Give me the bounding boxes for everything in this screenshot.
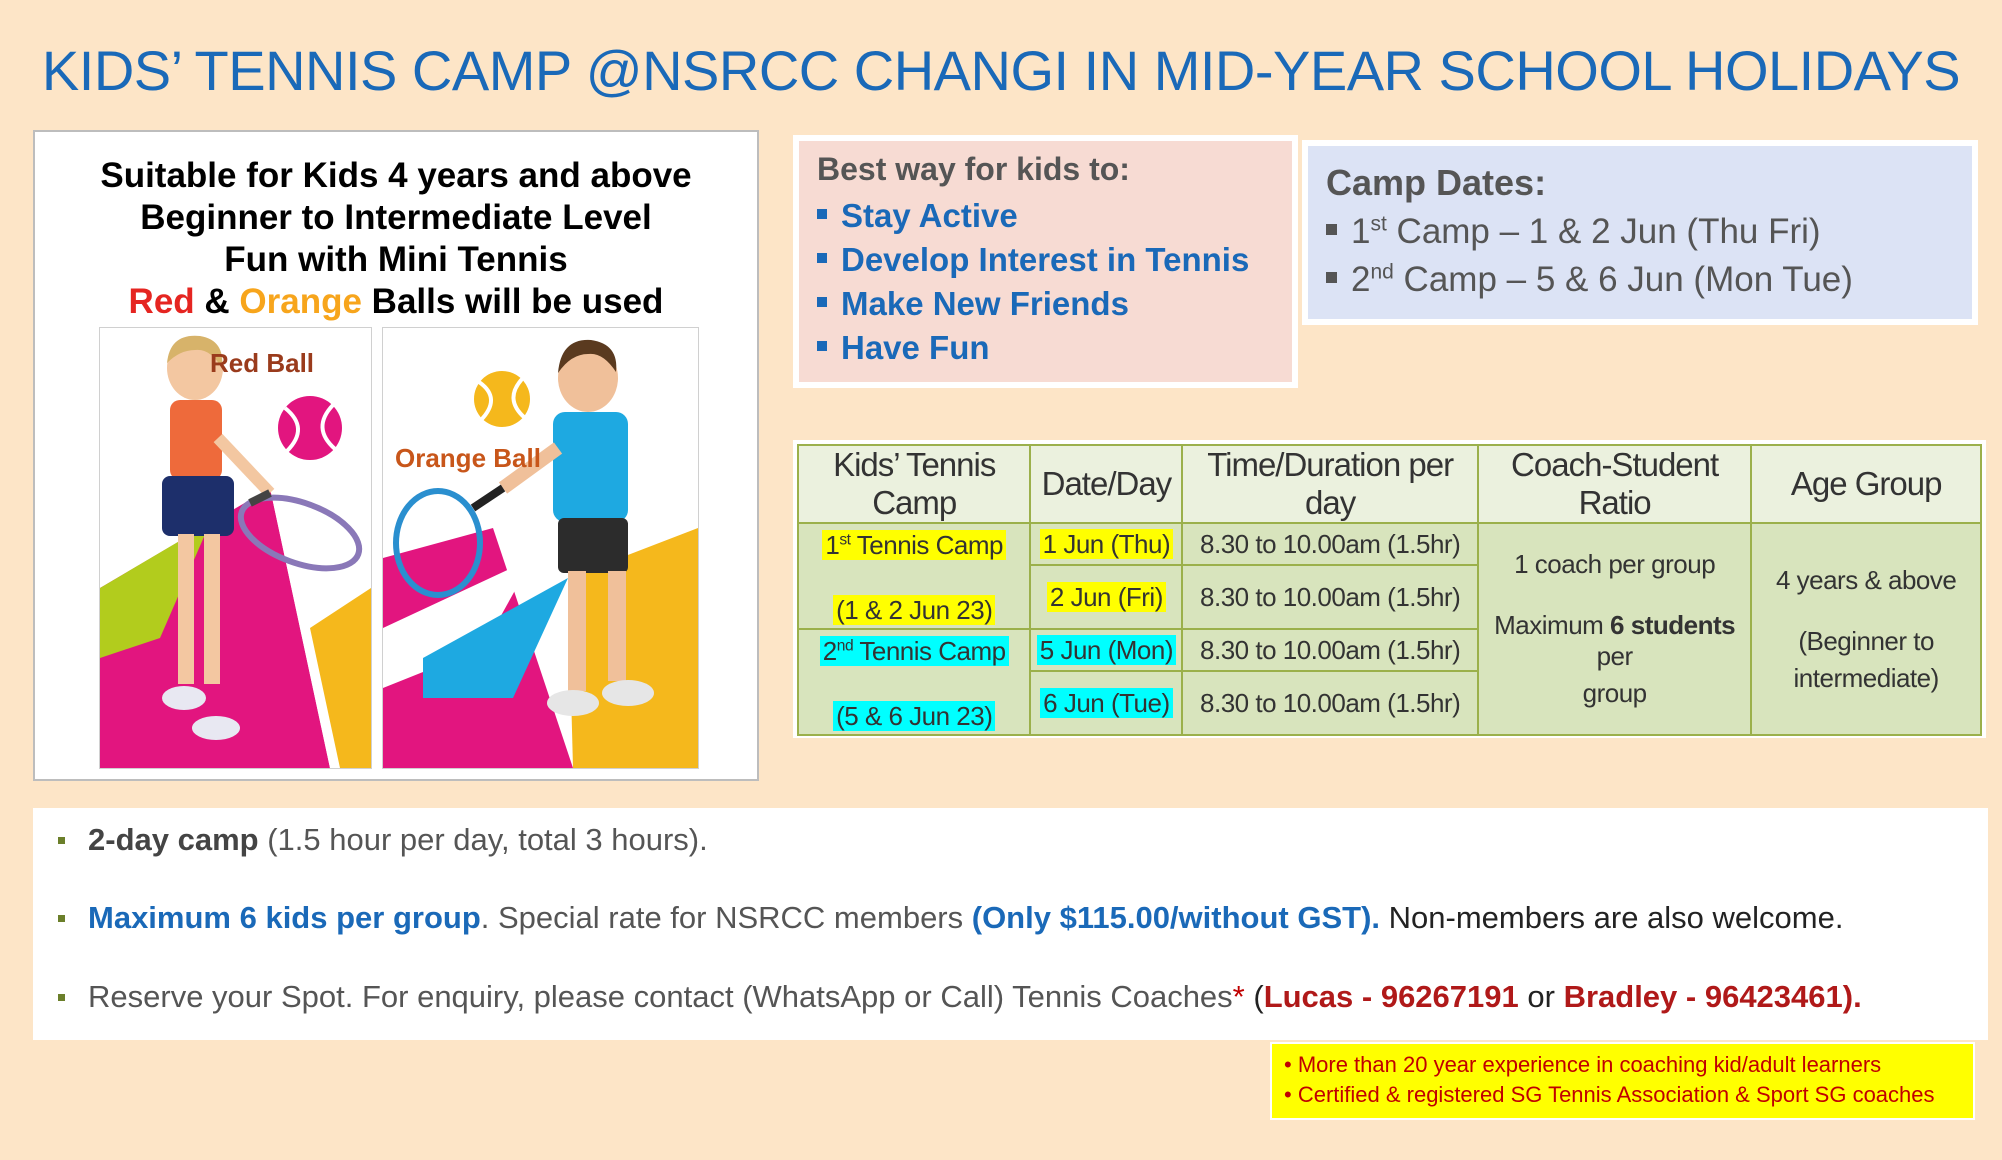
camp-date-1-num: 1 xyxy=(1351,212,1371,251)
best-way-item-label: Have Fun xyxy=(841,329,990,366)
bullet-icon xyxy=(58,837,65,844)
bullet-icon xyxy=(58,915,65,922)
amp-word: & xyxy=(194,282,240,321)
bullet-icon xyxy=(1326,272,1337,283)
camp-date-2-num: 2 xyxy=(1351,260,1371,299)
coach-credentials-box xyxy=(1270,1042,1975,1120)
camp-2-cell xyxy=(798,629,1030,735)
header-time: Time/Duration per day xyxy=(1182,445,1478,523)
day-6-jun: 6 Jun (Tue) xyxy=(1040,688,1172,718)
camp-1-num: 1 xyxy=(825,530,840,560)
bullet-icon xyxy=(58,994,65,1001)
best-way-item-develop-interest xyxy=(817,241,1249,279)
orange-ball-icon xyxy=(471,368,533,430)
camp-2-label xyxy=(820,636,1009,666)
camp-date-2 xyxy=(1326,260,1853,300)
detail-item-group-size xyxy=(88,900,1843,936)
coach-experience-note: • More than 20 year experience in coaching kid/adult learners xyxy=(1284,1052,1882,1077)
age-line-3: intermediate) xyxy=(1793,662,1939,693)
orange-ball-photo xyxy=(382,327,699,769)
header-age: Age Group xyxy=(1751,445,1981,523)
ratio-line-3: group xyxy=(1582,678,1647,708)
ratio-line-2c: per xyxy=(1596,641,1633,671)
bullet-icon xyxy=(1326,224,1337,235)
day-cell xyxy=(1030,523,1182,565)
header-camp: Kids’ Tennis Camp xyxy=(798,445,1030,523)
camp-1-label xyxy=(822,530,1006,560)
camp-date-2-text: Camp – 5 & 6 Jun (Mon Tue) xyxy=(1393,260,1853,299)
camp-date-1 xyxy=(1326,212,1821,252)
camp-1-sup: st xyxy=(839,531,851,549)
age-line-2: (Beginner to xyxy=(1798,625,1934,656)
detail-item-duration xyxy=(88,822,708,858)
day-cell xyxy=(1030,629,1182,671)
bullet-icon xyxy=(817,297,827,307)
bullet-icon xyxy=(817,209,827,219)
table-header-row xyxy=(798,445,1981,523)
ratio-cell xyxy=(1478,523,1751,735)
age-line-1: 4 years & above xyxy=(1775,564,1957,595)
camp-date-1-text: Camp – 1 & 2 Jun (Thu Fri) xyxy=(1386,212,1821,251)
best-way-item-label: Develop Interest in Tennis xyxy=(841,241,1250,278)
best-way-item-make-friends xyxy=(817,285,1129,323)
day-5-jun: 5 Jun (Mon) xyxy=(1037,635,1176,665)
detail-contact-paren: ( xyxy=(1244,979,1264,1014)
red-ball-photo xyxy=(99,327,372,769)
day-cell xyxy=(1030,671,1182,735)
time-cell: 8.30 to 10.00am (1.5hr) xyxy=(1182,565,1478,629)
time-cell: 8.30 to 10.00am (1.5hr) xyxy=(1182,523,1478,565)
detail-price: (Only $115.00/without GST). xyxy=(971,900,1381,935)
page-title: KIDS’ TENNIS CAMP @NSRCC CHANGI IN MID-YEAR SCHOOL HOLIDAYS xyxy=(41,39,1961,102)
suitability-line-level: Beginner to Intermediate Level xyxy=(140,198,652,237)
red-ball-icon xyxy=(275,393,345,463)
time-cell: 8.30 to 10.00am (1.5hr) xyxy=(1182,671,1478,735)
ratio-line-2 xyxy=(1479,610,1750,672)
table-row xyxy=(798,523,1981,565)
schedule-table-wrapper xyxy=(793,440,1986,738)
best-way-box xyxy=(793,135,1298,388)
suitability-panel xyxy=(33,130,759,781)
bullet-icon xyxy=(817,341,827,351)
header-date-day: Date/Day xyxy=(1030,445,1182,523)
detail-contact-star: * xyxy=(1232,979,1245,1014)
camp-2-dates: (5 & 6 Jun 23) xyxy=(833,701,995,731)
camp-dates-heading: Camp Dates: xyxy=(1326,162,1547,203)
red-ball-label: Red Ball xyxy=(210,348,315,378)
age-cell xyxy=(1751,523,1981,735)
orange-ball-label: Orange Ball xyxy=(395,443,541,473)
day-cell xyxy=(1030,565,1182,629)
suitability-line-age: Suitable for Kids 4 years and above xyxy=(100,156,692,195)
day-1-jun: 1 Jun (Thu) xyxy=(1040,529,1173,559)
best-way-heading: Best way for kids to: xyxy=(817,151,1130,187)
camp-date-1-sup: st xyxy=(1370,212,1387,236)
best-way-item-label: Stay Active xyxy=(841,197,1018,234)
camp-2-sup: nd xyxy=(836,637,854,655)
camp-1-cell xyxy=(798,523,1030,629)
detail-duration-rest: (1.5 hour per day, total 3 hours). xyxy=(258,822,708,857)
detail-non-members: Non-members are also welcome. xyxy=(1380,900,1844,935)
best-way-item-have-fun xyxy=(817,329,990,367)
coach-certification-note: • Certified & registered SG Tennis Association & Sport SG coaches xyxy=(1284,1082,1935,1107)
schedule-table xyxy=(797,444,1982,736)
suitability-line-mini-tennis: Fun with Mini Tennis xyxy=(224,240,568,279)
camp-dates-box xyxy=(1302,140,1978,325)
detail-max-kids: Maximum 6 kids per group xyxy=(88,900,481,935)
detail-duration-bold: 2-day camp xyxy=(88,822,259,857)
red-word: Red xyxy=(128,282,195,321)
suitability-line-balls xyxy=(35,282,757,322)
detail-contact-text: Reserve your Spot. For enquiry, please contact (WhatsApp or Call) Tennis Coaches xyxy=(88,979,1233,1014)
time-cell: 8.30 to 10.00am (1.5hr) xyxy=(1182,629,1478,671)
camp-2-num: 2 xyxy=(822,636,837,666)
coach-lucas-phone[interactable]: Lucas - 96267191 xyxy=(1263,979,1519,1014)
boy-with-racket-illustration xyxy=(383,328,698,768)
bullet-icon xyxy=(817,253,827,263)
day-2-jun: 2 Jun (Fri) xyxy=(1047,582,1166,612)
best-way-item-label: Make New Friends xyxy=(841,285,1129,322)
detail-item-contact xyxy=(88,979,1862,1015)
ratio-line-2b: 6 students xyxy=(1610,610,1736,640)
camp-date-2-sup: nd xyxy=(1370,260,1394,284)
detail-contact-or: or xyxy=(1518,979,1564,1014)
camp-details-box xyxy=(33,808,1988,1040)
camp-1-label-text: Tennis Camp xyxy=(850,530,1004,560)
balls-word: Balls will be used xyxy=(361,282,664,321)
orange-word: Orange xyxy=(239,282,362,321)
ratio-line-2a: Maximum xyxy=(1494,610,1611,640)
ratio-line-1: 1 coach per group xyxy=(1514,549,1716,579)
header-ratio: Coach-Student Ratio xyxy=(1478,445,1751,523)
best-way-item-stay-active xyxy=(817,197,1018,235)
detail-special-rate: . Special rate for NSRCC members xyxy=(480,900,972,935)
camp-2-label-text: Tennis Camp xyxy=(853,636,1006,666)
coach-bradley-phone[interactable]: Bradley - 96423461). xyxy=(1563,979,1862,1014)
camp-1-dates: (1 & 2 Jun 23) xyxy=(833,595,995,625)
